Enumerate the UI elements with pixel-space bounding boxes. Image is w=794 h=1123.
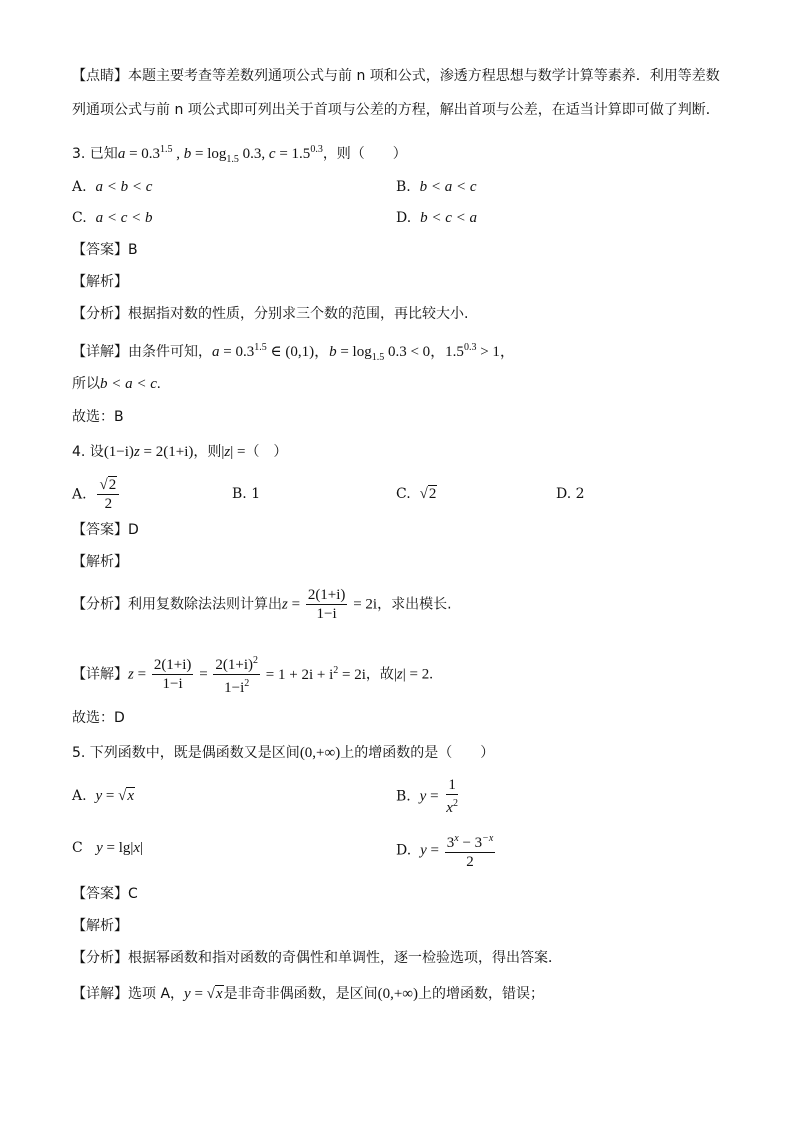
q3-stem-math: $a = 0.3^{1.5}$ , $b = \log_{1.5} 0.3$, $c = 1.5^{0.3}$ [117, 144, 323, 165]
q4-option-b: B. 1 [232, 486, 261, 502]
q3-option-c: C. a < c < b [72, 210, 153, 226]
q3-detail-math: $a = 0.3^{1.5}$ ∈ (0,1)，$b = \log_{1.5} 0.3 < 0$，$1.5^{0.3} > 1$， [212, 342, 515, 363]
q3-conclusion: 所以b < a < c. [72, 376, 161, 392]
q3-stem [72, 140, 407, 170]
q5-option-b: B. y = $\frac{1}{x^2}$ [396, 777, 458, 816]
q5-detail: 【详解】选项 A，y = √x是非奇非偶函数，是区间(0,+∞)上的增函数，错误； [72, 986, 544, 1002]
q3-analysis: 【分析】根据指对数的性质，分别求三个数的范围，再比较大小. [72, 306, 469, 322]
q4-option-c: C. √2 [396, 486, 437, 502]
q5-option-a: A. y = √x [72, 788, 135, 804]
intro-line-1: 【点睛】本题主要考查等差数列通项公式与前 n 项和公式，渗透方程思想与数学计算等素养．利用等差数 [72, 68, 720, 84]
q5-option-c: C y = lg|x| [72, 840, 144, 856]
q4-analysis: 【分析】利用复数除法法则计算出z = $\frac{2(1+i)}{1-i}$ = 2i，求出模长. [72, 587, 452, 622]
q4-option-d: D. 2 [556, 486, 585, 502]
q5-option-d: D. y = $\frac{3^x - 3^{-x}}{2}$ [396, 830, 497, 871]
q4-detail: 【详解】z = $\frac{2(1+i)}{1-i}$ = $\frac{2(1+i)^2}{1-i^2}$ = $1 + 2i + i^2 = 2i$，故|z| = 2. [72, 652, 433, 697]
q4-jiexi-label: 【解析】 [72, 554, 128, 570]
q4-choose: 故选：D [72, 710, 125, 726]
q4-stem: 4. 设(1−i)z = 2(1+i)，则|z| =（ ） [72, 444, 288, 460]
q4-option-a: A. $\frac{√2}{2}$ [72, 476, 121, 513]
q5-analysis: 【分析】根据幂函数和指对函数的奇偶性和单调性，逐一检验选项，得出答案． [72, 950, 562, 966]
q3-choose: 故选：B [72, 409, 124, 425]
q3-stem-prefix: 3. 已知 [72, 146, 118, 162]
q5-stem: 5. 下列函数中，既是偶函数又是区间(0,+∞)上的增函数的是（ ） [72, 745, 495, 761]
q3-jiexi-label: 【解析】 [72, 274, 128, 290]
q5-jiexi-label: 【解析】 [72, 918, 128, 934]
q3-detail [72, 338, 515, 368]
q3-option-d: D. b < c < a [396, 210, 477, 226]
q3-answer: 【答案】B [72, 242, 138, 258]
intro-line-2: 列通项公式与前 n 项公式即可列出关于首项与公差的方程，解出首项与公差，在适当计算即可做了判断． [72, 102, 720, 118]
q3-option-a: A. a < b < c [72, 179, 153, 195]
q3-option-b: B. b < a < c [396, 179, 477, 195]
q3-detail-label: 【详解】由条件可知， [72, 344, 212, 360]
q5-answer: 【答案】C [72, 886, 138, 902]
q4-answer: 【答案】D [72, 522, 139, 538]
q3-stem-suffix: ，则（ ） [322, 146, 407, 162]
